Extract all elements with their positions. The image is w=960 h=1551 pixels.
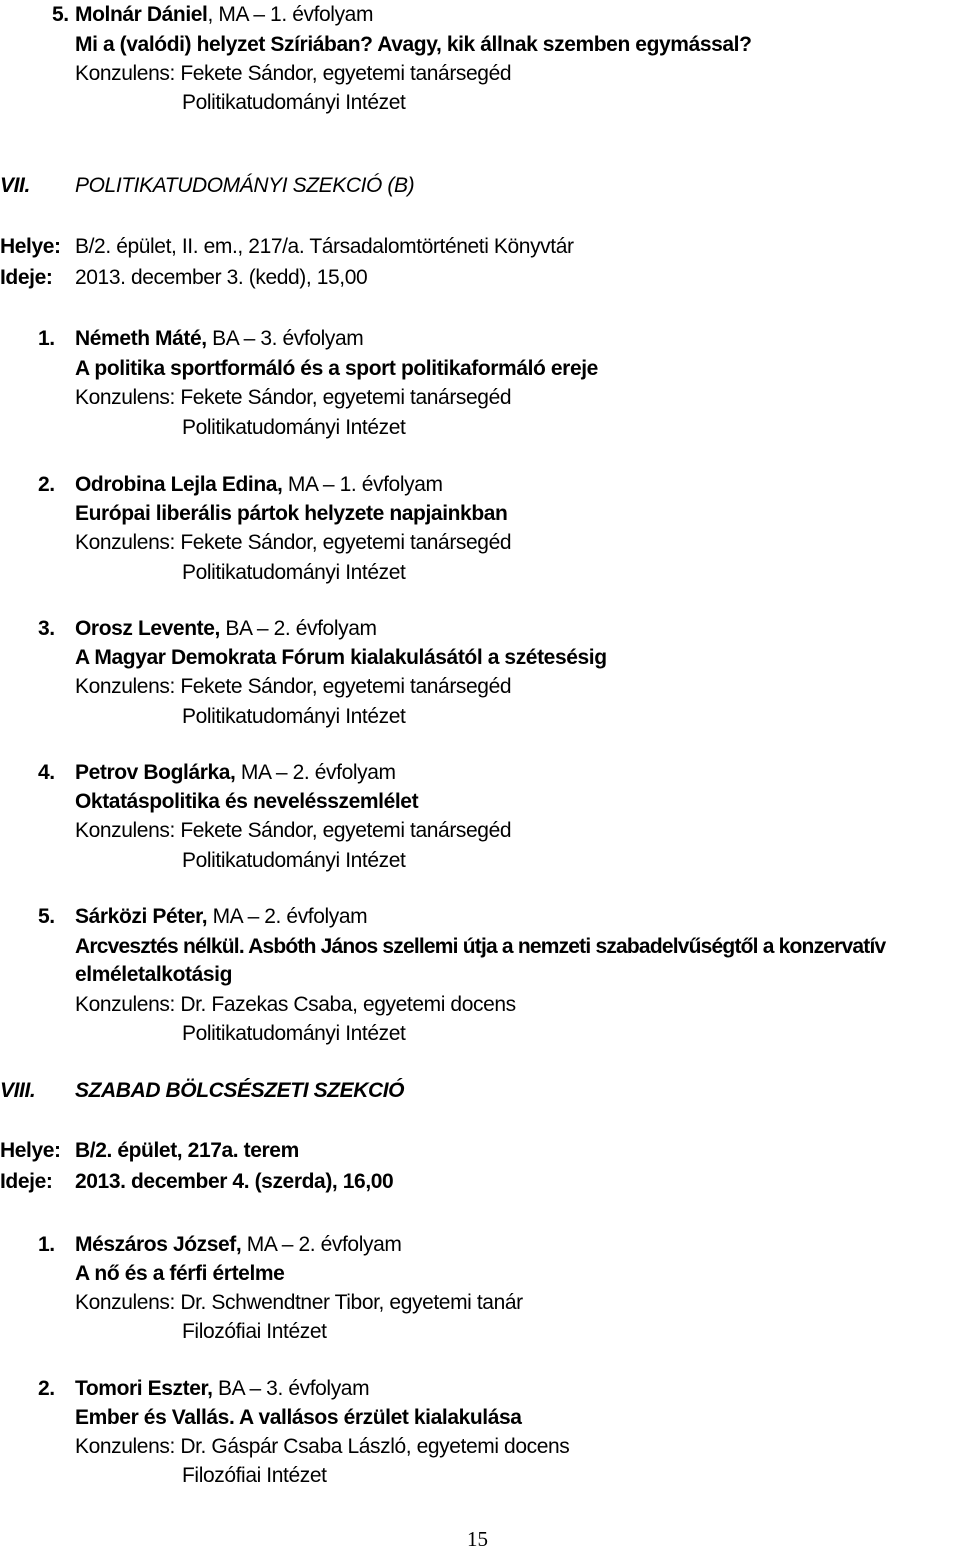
entry-institute: Politikatudományi Intézet: [182, 416, 406, 439]
entry-title: A nő és a férfi értelme: [75, 1262, 285, 1285]
place-label: Helye:: [0, 235, 61, 258]
entry-institute: Politikatudományi Intézet: [182, 561, 406, 584]
entry-consultant: Konzulens: Fekete Sándor, egyetemi tanársegéd: [75, 62, 512, 85]
entry-consultant: Konzulens: Fekete Sándor, egyetemi tanársegéd: [75, 386, 512, 409]
entry-title: A Magyar Demokrata Fórum kialakulásától a szétesésig: [75, 646, 607, 669]
entry-author: Molnár Dániel: [75, 3, 208, 26]
entry-author: Sárközi Péter,: [75, 905, 208, 928]
time-label: Ideje:: [0, 266, 53, 289]
entry-author: Németh Máté,: [75, 327, 207, 350]
entry-level: MA – 2. évfolyam: [235, 761, 396, 784]
entry-level: MA – 2. évfolyam: [241, 1233, 402, 1256]
entry-institute: Politikatudományi Intézet: [182, 705, 406, 728]
section-title: POLITIKATUDOMÁNYI SZEKCIÓ (B): [75, 174, 415, 197]
entry-author-line: [75, 3, 373, 27]
entry-institute: Politikatudományi Intézet: [182, 849, 406, 872]
place-value: B/2. épület, 217a. terem: [75, 1139, 299, 1162]
entry-consultant: Konzulens: Dr. Gáspár Csaba László, egyetemi docens: [75, 1435, 570, 1458]
entry-consultant: Konzulens: Dr. Schwendtner Tibor, egyetemi tanár: [75, 1291, 523, 1314]
entry-consultant: Konzulens: Fekete Sándor, egyetemi tanársegéd: [75, 819, 512, 842]
time-label: Ideje:: [0, 1170, 53, 1193]
entry-institute: Politikatudományi Intézet: [182, 91, 406, 114]
entry-number: 1.: [38, 1233, 55, 1256]
entry-author: Mészáros József,: [75, 1233, 242, 1256]
entry-consultant: Konzulens: Fekete Sándor, egyetemi tanársegéd: [75, 531, 512, 554]
entry-number: 5.: [52, 3, 69, 26]
entry-title: Oktatáspolitika és nevelésszemlélet: [75, 790, 419, 813]
entry-title: Ember és Vallás. A vallásos érzület kialakulása: [75, 1406, 522, 1429]
entry-title: A politika sportformáló és a sport politikaformáló ereje: [75, 357, 598, 380]
entry-author: Tomori Eszter,: [75, 1377, 213, 1400]
entry-author-line: [75, 761, 396, 785]
entry-author-line: [75, 617, 377, 641]
entry-level: BA – 2. évfolyam: [219, 617, 377, 640]
page-number: 15: [467, 1527, 488, 1551]
entry-institute: Filozófiai Intézet: [182, 1320, 327, 1343]
entry-title-continued: elméletalkotásig: [75, 963, 233, 986]
entry-title: Mi a (valódi) helyzet Szíriában? Avagy, kik állnak szemben egymással?: [75, 33, 752, 56]
entry-level: BA – 3. évfolyam: [206, 327, 364, 350]
entry-number: 2.: [38, 473, 55, 496]
entry-title: Európai liberális pártok helyzete napjainkban: [75, 502, 508, 525]
entry-consultant: Konzulens: Fekete Sándor, egyetemi tanársegéd: [75, 675, 512, 698]
entry-author-line: [75, 327, 363, 351]
entry-author: Odrobina Lejla Edina,: [75, 473, 283, 496]
entry-author-line: [75, 905, 367, 929]
entry-number: 4.: [38, 761, 55, 784]
time-value: 2013. december 4. (szerda), 16,00: [75, 1170, 394, 1193]
entry-title: Arcvesztés nélkül. Asbóth János szellemi útja a nemzeti szabadelvűségtől a konzervatív: [75, 935, 886, 958]
time-value: 2013. december 3. (kedd), 15,00: [75, 266, 368, 289]
entry-author-line: [75, 473, 443, 497]
entry-number: 2.: [38, 1377, 55, 1400]
entry-institute: Filozófiai Intézet: [182, 1464, 327, 1487]
entry-institute: Politikatudományi Intézet: [182, 1022, 406, 1045]
entry-level: , MA – 1. évfolyam: [207, 3, 374, 26]
section-numeral: VIII.: [0, 1079, 36, 1102]
entry-number: 5.: [38, 905, 55, 928]
entry-author: Petrov Boglárka,: [75, 761, 236, 784]
entry-author-line: [75, 1233, 401, 1257]
entry-number: 3.: [38, 617, 55, 640]
section-title: SZABAD BÖLCSÉSZETI SZEKCIÓ: [75, 1079, 405, 1102]
section-numeral: VII.: [0, 174, 30, 197]
place-value: B/2. épület, II. em., 217/a. Társadalomtörténeti Könyvtár: [75, 235, 574, 258]
entry-number: 1.: [38, 327, 55, 350]
entry-author-line: [75, 1377, 369, 1401]
entry-level: MA – 2. évfolyam: [207, 905, 368, 928]
entry-level: BA – 3. évfolyam: [212, 1377, 370, 1400]
entry-level: MA – 1. évfolyam: [282, 473, 443, 496]
place-label: Helye:: [0, 1139, 61, 1162]
entry-consultant: Konzulens: Dr. Fazekas Csaba, egyetemi docens: [75, 993, 516, 1016]
entry-author: Orosz Levente,: [75, 617, 220, 640]
